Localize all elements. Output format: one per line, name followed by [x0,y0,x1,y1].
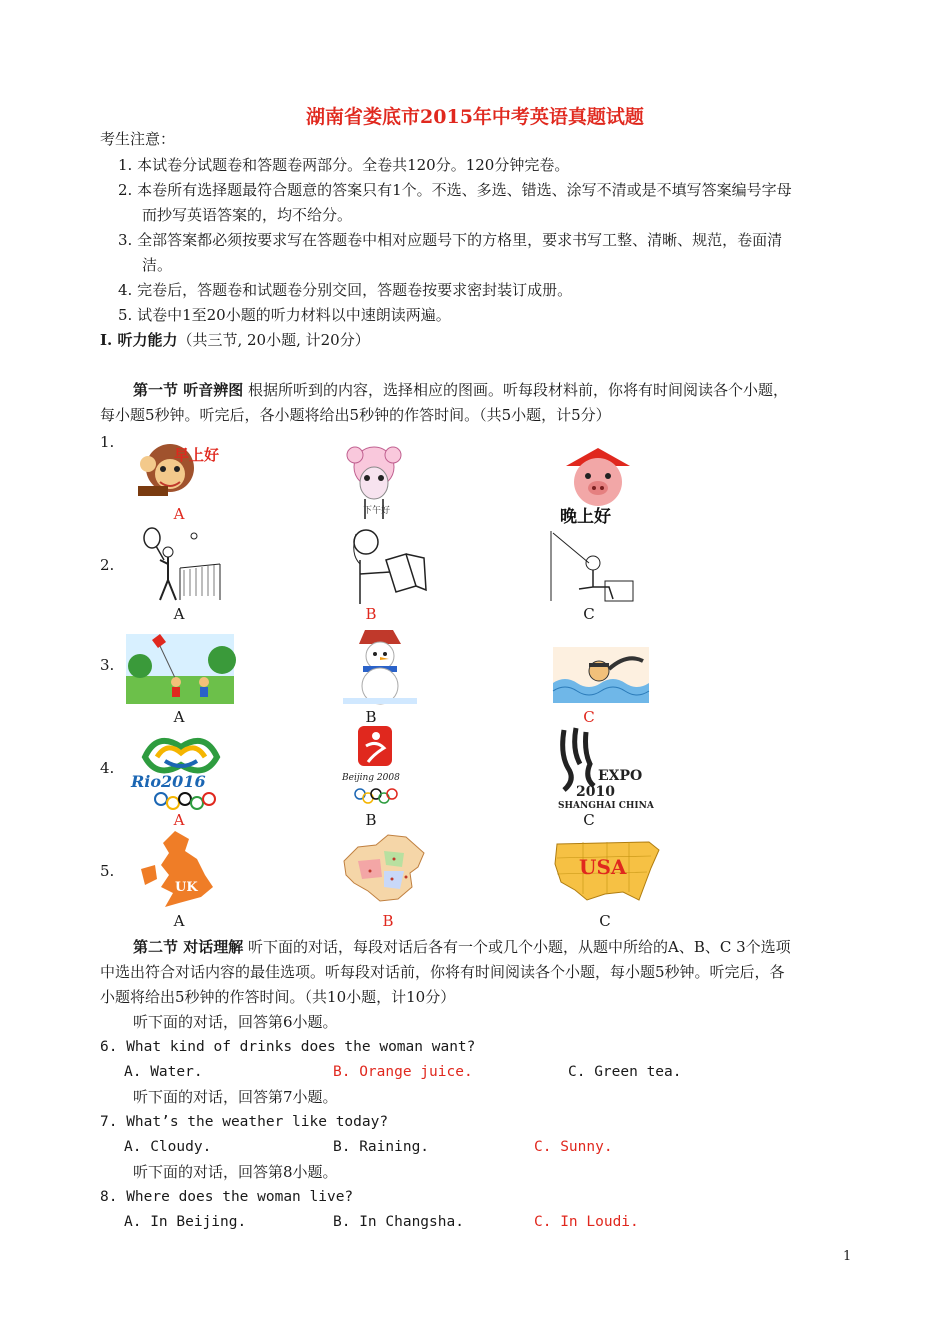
greeting-text: 晚上好 [560,507,611,527]
logo-text: Rio2016 [131,772,206,791]
dialogue-intro: 听下面的对话，回答第7小题。 [133,1088,338,1106]
notice-item: 洁。 [142,256,173,274]
option-label: B [365,605,377,623]
logo-text: Beijing 2008 [342,773,400,783]
expo2010-logo [554,724,654,812]
section2-line2: 中选出符合对话内容的最佳选项。听每段对话前，你将有时间阅读各个小题，每小题5秒钟。听完后，各 [100,963,785,981]
option-text: B. Orange juice. [333,1064,473,1080]
notice-item: 1. 本试卷分试题卷和答题卷两部分。全卷共120分。120分钟完卷。 [118,156,570,174]
dialogue-intro: 听下面的对话，回答第8小题。 [133,1163,338,1181]
badminton-picture [138,524,222,604]
monkey-greeting-picture [136,434,222,496]
kite-flying-picture [126,634,234,704]
logo-text: SHANGHAI CHINA [558,801,654,811]
section1-title: 第一节 听音辨图 [133,381,244,399]
option-label: B [382,912,394,930]
question-number: 3. [100,656,115,674]
option-label: B [365,811,377,829]
question-text: 7. What’s the weather like today? [100,1114,389,1130]
option-text: B. Raining. [333,1139,430,1155]
rio2016-logo [127,727,235,809]
option-label: A [173,605,185,623]
option-label: C [583,605,595,623]
greeting-text: 早上好 [174,446,220,464]
logo-text: 2010 [576,784,615,800]
page-number: 1 [843,1249,852,1264]
option-label: C [599,912,611,930]
option-label: A [173,708,185,726]
notice-heading: 考生注意： [100,130,176,148]
option-text: A. Cloudy. [124,1139,212,1155]
section2-desc: 听下面的对话，每段对话后各有一个或几个小题，从题中所给的A、B、C 3个选项 [248,938,791,956]
notice-item: 3. 全部答案都必须按要求写在答题卷中相对应题号下的方格里，要求书写工整、清晰、规范，卷面清 [118,231,783,249]
option-text: C. Sunny. [534,1139,613,1155]
map-text: UK [175,880,198,895]
section1-desc: 根据所听到的内容，选择相应的图画。听每段材料前，你将有时间阅读各个小题， [248,381,789,399]
section2-line1 [133,937,791,957]
map-text: USA [579,855,627,879]
section2-line3: 小题将给出5秒钟的作答时间。（共10小题，计10分） [100,988,456,1006]
option-text: C. Green tea. [568,1064,682,1080]
option-text: C. In Loudi. [534,1214,639,1230]
greeting-text: 下午好 [363,506,391,516]
question-text: 8. Where does the woman live? [100,1189,354,1205]
logo-text: EXPO [598,768,643,784]
notice-item: 而抄写英语答案的，均不给分。 [142,206,353,224]
option-text: A. In Beijing. [124,1214,247,1230]
notice-item: 4. 完卷后，答题卷和试题卷分别交回，答题卷按要求密封装订成册。 [118,281,573,299]
part1-note: （共三节, 20小题, 计20分） [177,331,370,349]
part1-title: I. 听力能力 [100,331,178,349]
notice-item: 5. 试卷中1至20小题的听力材料以中速朗读两遍。 [118,306,451,324]
swimming-picture [553,647,649,703]
question-number: 2. [100,556,115,574]
question-number: 4. [100,759,115,777]
section2-title: 第二节 对话理解 [133,938,244,956]
question-number: 5. [100,862,115,880]
reading-girl-picture [346,524,430,606]
notice-item: 2. 本卷所有选择题最符合题意的答案只有1个。不选、多选、错选、涂写不清或是不填写答案编号字母 [118,181,792,199]
option-label: A [173,912,185,930]
option-text: A. Water. [124,1064,203,1080]
snowman-picture [341,626,419,706]
beijing2008-logo [338,724,414,806]
dialogue-intro: 听下面的对话，回答第6小题。 [133,1013,338,1031]
question-number: 1. [100,433,115,451]
option-label: C [583,708,595,726]
part1-heading [100,330,370,350]
fishing-picture [549,529,633,603]
question-text: 6. What kind of drinks does the woman want? [100,1039,476,1055]
option-label: C [583,811,595,829]
china-map-picture [340,831,428,905]
section1-line1 [133,380,788,400]
goat-greeting-picture [343,443,405,523]
pig-greeting-picture [558,446,638,528]
option-label: A [173,505,185,523]
option-label: A [173,811,185,829]
option-text: B. In Changsha. [333,1214,464,1230]
page-title: 湖南省娄底市2015年中考英语真题试题 [306,106,644,128]
usa-map-picture [553,834,661,908]
uk-map-picture [135,829,221,909]
section1-line2: 每小题5秒钟。听完后，各小题将给出5秒钟的作答时间。（共5小题，计5分） [100,406,611,424]
option-label: B [365,708,377,726]
